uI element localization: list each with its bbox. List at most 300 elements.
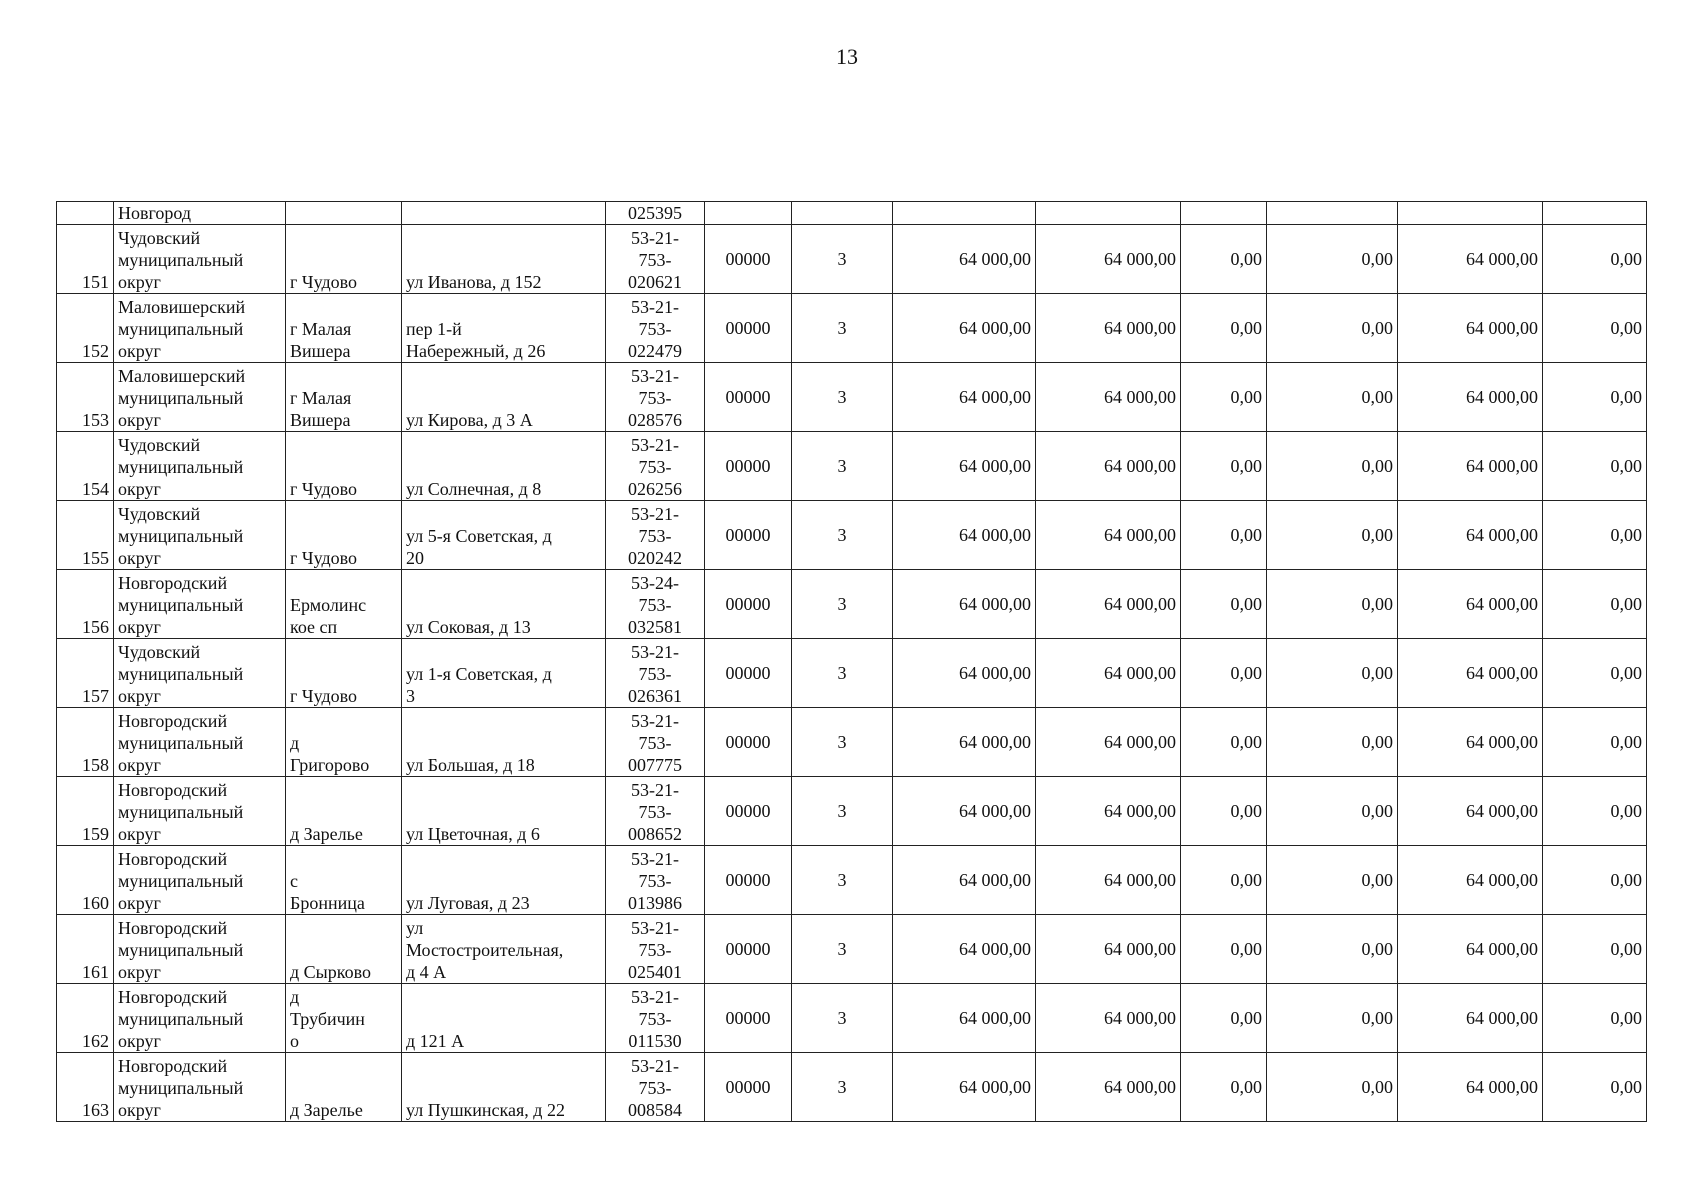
table-row: [57, 294, 1647, 363]
amount-3-cell: 0,00: [1181, 915, 1267, 984]
locality-cell: [286, 294, 402, 363]
locality-line: Ермолинс: [290, 595, 367, 615]
code-line: 753-: [638, 871, 672, 891]
amount-5-cell: 64 000,00: [1398, 846, 1543, 915]
amount-6-cell: 0,00: [1543, 708, 1647, 777]
address-cell: [402, 984, 606, 1053]
row-number-cell: 158: [57, 708, 114, 777]
code-line: 753-: [638, 457, 672, 477]
district-line: Новгородский: [118, 573, 228, 593]
table-row-continuation: [57, 202, 1647, 225]
amount-6-cell: 0,00: [1543, 915, 1647, 984]
code-line: 53-21-: [631, 504, 679, 524]
district-line: округ: [118, 479, 161, 499]
amount-3-cell: [1181, 202, 1267, 225]
kbk-cell: [705, 202, 792, 225]
district-line: муниципальный: [118, 940, 244, 960]
amount-5-cell: 64 000,00: [1398, 225, 1543, 294]
district-cell: [114, 846, 286, 915]
amount-3-cell: 0,00: [1181, 225, 1267, 294]
address-line: ул Пушкинская, д 22: [406, 1100, 565, 1120]
kbk-cell: 00000: [705, 777, 792, 846]
code-line: 53-21-: [631, 297, 679, 317]
code-line: 753-: [638, 319, 672, 339]
code-line: 025401: [628, 962, 682, 982]
amount-5-cell: 64 000,00: [1398, 432, 1543, 501]
address-cell: [402, 501, 606, 570]
amount-2-cell: 64 000,00: [1036, 984, 1181, 1053]
amount-2-cell: 64 000,00: [1036, 294, 1181, 363]
amount-4-cell: 0,00: [1267, 225, 1398, 294]
code-cell: [606, 708, 705, 777]
code-line: 008584: [628, 1100, 682, 1120]
table-row: [57, 708, 1647, 777]
address-line: Мостостроительная,: [406, 940, 564, 960]
amount-1-cell: 64 000,00: [893, 708, 1036, 777]
district-line: муниципальный: [118, 871, 244, 891]
locality-line: кое сп: [290, 617, 338, 637]
address-cell: [402, 225, 606, 294]
row-number-cell: 151: [57, 225, 114, 294]
code-line: 753-: [638, 595, 672, 615]
amount-2-cell: 64 000,00: [1036, 363, 1181, 432]
amount-3-cell: 0,00: [1181, 984, 1267, 1053]
code-line: 53-21-: [631, 366, 679, 386]
kbk-cell: 00000: [705, 570, 792, 639]
locality-cell: [286, 225, 402, 294]
row-number-cell: 159: [57, 777, 114, 846]
table-row: [57, 363, 1647, 432]
row-number-cell: [57, 202, 114, 225]
code-line: 53-24-: [631, 573, 679, 593]
district-line: округ: [118, 617, 161, 637]
amount-3-cell: 0,00: [1181, 777, 1267, 846]
kbk-cell: 00000: [705, 225, 792, 294]
address-line: д 121 А: [406, 1031, 465, 1051]
locality-cell: [286, 915, 402, 984]
amount-3-cell: 0,00: [1181, 639, 1267, 708]
locality-cell: [286, 777, 402, 846]
code-line: 753-: [638, 802, 672, 822]
amount-1-cell: [893, 202, 1036, 225]
district-cell: [114, 639, 286, 708]
type-cell: 3: [792, 225, 893, 294]
code-cell: [606, 501, 705, 570]
address-line: ул: [406, 918, 424, 938]
code-line: 028576: [628, 410, 682, 430]
amount-5-cell: 64 000,00: [1398, 501, 1543, 570]
code-line: 013986: [628, 893, 682, 913]
locality-line: г Чудово: [290, 548, 357, 568]
row-number-cell: 155: [57, 501, 114, 570]
table-body: [57, 202, 1647, 1122]
amount-5-cell: 64 000,00: [1398, 570, 1543, 639]
code-cell: [606, 225, 705, 294]
address-cell: [402, 639, 606, 708]
row-number-cell: 157: [57, 639, 114, 708]
type-cell: 3: [792, 984, 893, 1053]
table-row: [57, 846, 1647, 915]
type-cell: 3: [792, 570, 893, 639]
code-cell: [606, 984, 705, 1053]
district-line: Чудовский: [118, 504, 201, 524]
code-line: 007775: [628, 755, 682, 775]
amount-4-cell: 0,00: [1267, 1053, 1398, 1122]
district-line: округ: [118, 410, 161, 430]
code-line: 011530: [628, 1031, 682, 1051]
locality-line: г Малая: [290, 319, 352, 339]
kbk-cell: 00000: [705, 708, 792, 777]
amount-6-cell: 0,00: [1543, 777, 1647, 846]
district-line: округ: [118, 824, 161, 844]
amount-6-cell: 0,00: [1543, 846, 1647, 915]
type-cell: 3: [792, 915, 893, 984]
district-cell: Новгород: [114, 202, 286, 225]
address-cell: [402, 570, 606, 639]
type-cell: 3: [792, 432, 893, 501]
code-cell: [606, 570, 705, 639]
code-line: 53-21-: [631, 642, 679, 662]
code-line: 53-21-: [631, 228, 679, 248]
code-cell: [606, 639, 705, 708]
amount-4-cell: [1267, 202, 1398, 225]
row-number-cell: 163: [57, 1053, 114, 1122]
kbk-cell: 00000: [705, 432, 792, 501]
amount-2-cell: 64 000,00: [1036, 225, 1181, 294]
amount-6-cell: 0,00: [1543, 363, 1647, 432]
amount-1-cell: 64 000,00: [893, 1053, 1036, 1122]
amount-5-cell: 64 000,00: [1398, 984, 1543, 1053]
address-line: ул Соковая, д 13: [406, 617, 531, 637]
amount-1-cell: 64 000,00: [893, 570, 1036, 639]
amount-3-cell: 0,00: [1181, 846, 1267, 915]
locality-line: г Чудово: [290, 272, 357, 292]
address-cell: [402, 432, 606, 501]
amount-6-cell: 0,00: [1543, 501, 1647, 570]
locality-cell: [286, 984, 402, 1053]
district-line: муниципальный: [118, 595, 244, 615]
amount-1-cell: 64 000,00: [893, 225, 1036, 294]
district-cell: [114, 708, 286, 777]
district-line: Чудовский: [118, 228, 201, 248]
amount-2-cell: 64 000,00: [1036, 501, 1181, 570]
amount-4-cell: 0,00: [1267, 708, 1398, 777]
amount-2-cell: 64 000,00: [1036, 639, 1181, 708]
district-line: Чудовский: [118, 642, 201, 662]
code-cell: [606, 432, 705, 501]
district-line: Новгородский: [118, 987, 228, 1007]
type-cell: 3: [792, 501, 893, 570]
code-line: 53-21-: [631, 849, 679, 869]
amount-4-cell: 0,00: [1267, 363, 1398, 432]
code-line: 026361: [628, 686, 682, 706]
address-line: ул Цветочная, д 6: [406, 824, 540, 844]
amount-2-cell: 64 000,00: [1036, 777, 1181, 846]
address-line: 3: [406, 686, 415, 706]
row-number-cell: 161: [57, 915, 114, 984]
type-cell: 3: [792, 777, 893, 846]
address-cell: [402, 777, 606, 846]
amount-2-cell: 64 000,00: [1036, 432, 1181, 501]
code-line: 53-21-: [631, 1056, 679, 1076]
amount-6-cell: 0,00: [1543, 639, 1647, 708]
amount-4-cell: 0,00: [1267, 915, 1398, 984]
amount-4-cell: 0,00: [1267, 432, 1398, 501]
amount-3-cell: 0,00: [1181, 432, 1267, 501]
locality-cell: [286, 202, 402, 225]
locality-line: д Зарелье: [290, 1100, 363, 1120]
table-row: [57, 225, 1647, 294]
locality-cell: [286, 501, 402, 570]
amount-2-cell: 64 000,00: [1036, 570, 1181, 639]
district-line: муниципальный: [118, 457, 244, 477]
district-line: округ: [118, 686, 161, 706]
district-line: муниципальный: [118, 250, 244, 270]
district-line: муниципальный: [118, 1078, 244, 1098]
type-cell: 3: [792, 294, 893, 363]
address-line: ул 5-я Советская, д: [406, 526, 552, 546]
amount-3-cell: 0,00: [1181, 363, 1267, 432]
address-line: Набережный, д 26: [406, 341, 546, 361]
code-cell: [606, 1053, 705, 1122]
code-line: 53-21-: [631, 780, 679, 800]
district-line: Новгородский: [118, 780, 228, 800]
amount-6-cell: 0,00: [1543, 225, 1647, 294]
district-line: муниципальный: [118, 802, 244, 822]
locality-cell: [286, 570, 402, 639]
amount-1-cell: 64 000,00: [893, 984, 1036, 1053]
district-line: округ: [118, 272, 161, 292]
address-cell: [402, 708, 606, 777]
code-line: 753-: [638, 1009, 672, 1029]
code-line: 026256: [628, 479, 682, 499]
amount-5-cell: 64 000,00: [1398, 363, 1543, 432]
code-line: 753-: [638, 664, 672, 684]
amount-1-cell: 64 000,00: [893, 294, 1036, 363]
amount-3-cell: 0,00: [1181, 570, 1267, 639]
address-line: ул Луговая, д 23: [406, 893, 530, 913]
district-line: округ: [118, 341, 161, 361]
amount-4-cell: 0,00: [1267, 846, 1398, 915]
district-line: округ: [118, 755, 161, 775]
type-cell: 3: [792, 1053, 893, 1122]
amount-5-cell: 64 000,00: [1398, 777, 1543, 846]
amount-5-cell: [1398, 202, 1543, 225]
district-line: Маловишерский: [118, 297, 246, 317]
amount-1-cell: 64 000,00: [893, 777, 1036, 846]
amount-6-cell: 0,00: [1543, 570, 1647, 639]
code-line: 020621: [628, 272, 682, 292]
code-line: 008652: [628, 824, 682, 844]
district-line: округ: [118, 1031, 161, 1051]
district-line: муниципальный: [118, 733, 244, 753]
amount-3-cell: 0,00: [1181, 708, 1267, 777]
type-cell: [792, 202, 893, 225]
amount-6-cell: 0,00: [1543, 294, 1647, 363]
code-line: 753-: [638, 733, 672, 753]
amount-2-cell: 64 000,00: [1036, 708, 1181, 777]
address-line: ул Большая, д 18: [406, 755, 535, 775]
district-line: Новгородский: [118, 918, 228, 938]
amount-5-cell: 64 000,00: [1398, 294, 1543, 363]
code-line: 022479: [628, 341, 682, 361]
locality-line: г Малая: [290, 388, 352, 408]
code-line: 53-21-: [631, 711, 679, 731]
table-row: [57, 1053, 1647, 1122]
amount-5-cell: 64 000,00: [1398, 915, 1543, 984]
district-line: муниципальный: [118, 1009, 244, 1029]
locality-line: Вишера: [290, 341, 351, 361]
locality-cell: [286, 432, 402, 501]
code-cell: [606, 363, 705, 432]
amount-6-cell: [1543, 202, 1647, 225]
district-line: муниципальный: [118, 526, 244, 546]
locality-line: д Зарелье: [290, 824, 363, 844]
address-line: ул 1-я Советская, д: [406, 664, 552, 684]
address-line: пер 1-й: [406, 319, 462, 339]
amount-2-cell: 64 000,00: [1036, 1053, 1181, 1122]
district-line: муниципальный: [118, 388, 244, 408]
district-cell: [114, 570, 286, 639]
address-line: ул Иванова, д 152: [406, 272, 542, 292]
district-line: Чудовский: [118, 435, 201, 455]
district-cell: [114, 501, 286, 570]
code-line: 753-: [638, 250, 672, 270]
district-line: округ: [118, 548, 161, 568]
type-cell: 3: [792, 846, 893, 915]
amount-5-cell: 64 000,00: [1398, 1053, 1543, 1122]
kbk-cell: 00000: [705, 915, 792, 984]
locality-line: о: [290, 1031, 299, 1051]
table-row: [57, 432, 1647, 501]
code-line: 753-: [638, 940, 672, 960]
amount-4-cell: 0,00: [1267, 777, 1398, 846]
code-line: 032581: [628, 617, 682, 637]
district-cell: [114, 363, 286, 432]
type-cell: 3: [792, 708, 893, 777]
table-row: [57, 501, 1647, 570]
district-cell: [114, 777, 286, 846]
locality-cell: [286, 1053, 402, 1122]
address-line: д 4 А: [406, 962, 447, 982]
register-table: [56, 201, 1647, 1122]
amount-6-cell: 0,00: [1543, 432, 1647, 501]
locality-line: г Чудово: [290, 686, 357, 706]
code-cell: [606, 294, 705, 363]
amount-3-cell: 0,00: [1181, 501, 1267, 570]
district-line: Новгородский: [118, 1056, 228, 1076]
address-line: ул Кирова, д 3 А: [406, 410, 533, 430]
table-row: [57, 570, 1647, 639]
district-cell: [114, 984, 286, 1053]
kbk-cell: 00000: [705, 501, 792, 570]
amount-4-cell: 0,00: [1267, 294, 1398, 363]
district-line: округ: [118, 1100, 161, 1120]
district-cell: [114, 294, 286, 363]
locality-line: с: [290, 871, 298, 891]
table-row: [57, 777, 1647, 846]
code-line: 020242: [628, 548, 682, 568]
address-cell: [402, 363, 606, 432]
code-line: 53-21-: [631, 918, 679, 938]
type-cell: 3: [792, 639, 893, 708]
amount-4-cell: 0,00: [1267, 501, 1398, 570]
code-cell: [606, 915, 705, 984]
amount-2-cell: 64 000,00: [1036, 846, 1181, 915]
row-number-cell: 154: [57, 432, 114, 501]
code-cell: 025395: [606, 202, 705, 225]
district-line: округ: [118, 893, 161, 913]
kbk-cell: 00000: [705, 846, 792, 915]
locality-line: д: [290, 987, 300, 1007]
code-line: 753-: [638, 1078, 672, 1098]
address-cell: [402, 915, 606, 984]
amount-1-cell: 64 000,00: [893, 432, 1036, 501]
locality-line: Трубичин: [290, 1009, 365, 1029]
code-line: 753-: [638, 526, 672, 546]
amount-3-cell: 0,00: [1181, 294, 1267, 363]
kbk-cell: 00000: [705, 363, 792, 432]
district-line: Маловишерский: [118, 366, 246, 386]
district-line: муниципальный: [118, 664, 244, 684]
amount-6-cell: 0,00: [1543, 984, 1647, 1053]
amount-1-cell: 64 000,00: [893, 363, 1036, 432]
locality-line: д: [290, 733, 300, 753]
amount-5-cell: 64 000,00: [1398, 639, 1543, 708]
district-line: округ: [118, 962, 161, 982]
district-cell: [114, 225, 286, 294]
page-number: 13: [836, 44, 858, 69]
kbk-cell: 00000: [705, 1053, 792, 1122]
address-line: ул Солнечная, д 8: [406, 479, 542, 499]
amount-6-cell: 0,00: [1543, 1053, 1647, 1122]
locality-cell: [286, 639, 402, 708]
row-number-cell: 153: [57, 363, 114, 432]
amount-1-cell: 64 000,00: [893, 501, 1036, 570]
locality-line: д Сырково: [290, 962, 371, 982]
code-line: 53-21-: [631, 435, 679, 455]
kbk-cell: 00000: [705, 984, 792, 1053]
kbk-cell: 00000: [705, 294, 792, 363]
district-cell: [114, 432, 286, 501]
locality-line: Вишера: [290, 410, 351, 430]
locality-cell: [286, 363, 402, 432]
amount-1-cell: 64 000,00: [893, 846, 1036, 915]
table-row: [57, 915, 1647, 984]
amount-1-cell: 64 000,00: [893, 639, 1036, 708]
district-cell: [114, 915, 286, 984]
amount-2-cell: [1036, 202, 1181, 225]
amount-4-cell: 0,00: [1267, 984, 1398, 1053]
locality-line: Григорово: [290, 755, 370, 775]
code-cell: [606, 846, 705, 915]
code-line: 753-: [638, 388, 672, 408]
amount-4-cell: 0,00: [1267, 639, 1398, 708]
district-line: Новгородский: [118, 711, 228, 731]
amount-1-cell: 64 000,00: [893, 915, 1036, 984]
locality-line: г Чудово: [290, 479, 357, 499]
locality-line: Бронница: [290, 893, 365, 913]
address-cell: [402, 846, 606, 915]
amount-2-cell: 64 000,00: [1036, 915, 1181, 984]
code-line: 53-21-: [631, 987, 679, 1007]
row-number-cell: 152: [57, 294, 114, 363]
row-number-cell: 162: [57, 984, 114, 1053]
district-line: муниципальный: [118, 319, 244, 339]
district-line: Новгородский: [118, 849, 228, 869]
table-row: [57, 984, 1647, 1053]
address-line: 20: [406, 548, 424, 568]
